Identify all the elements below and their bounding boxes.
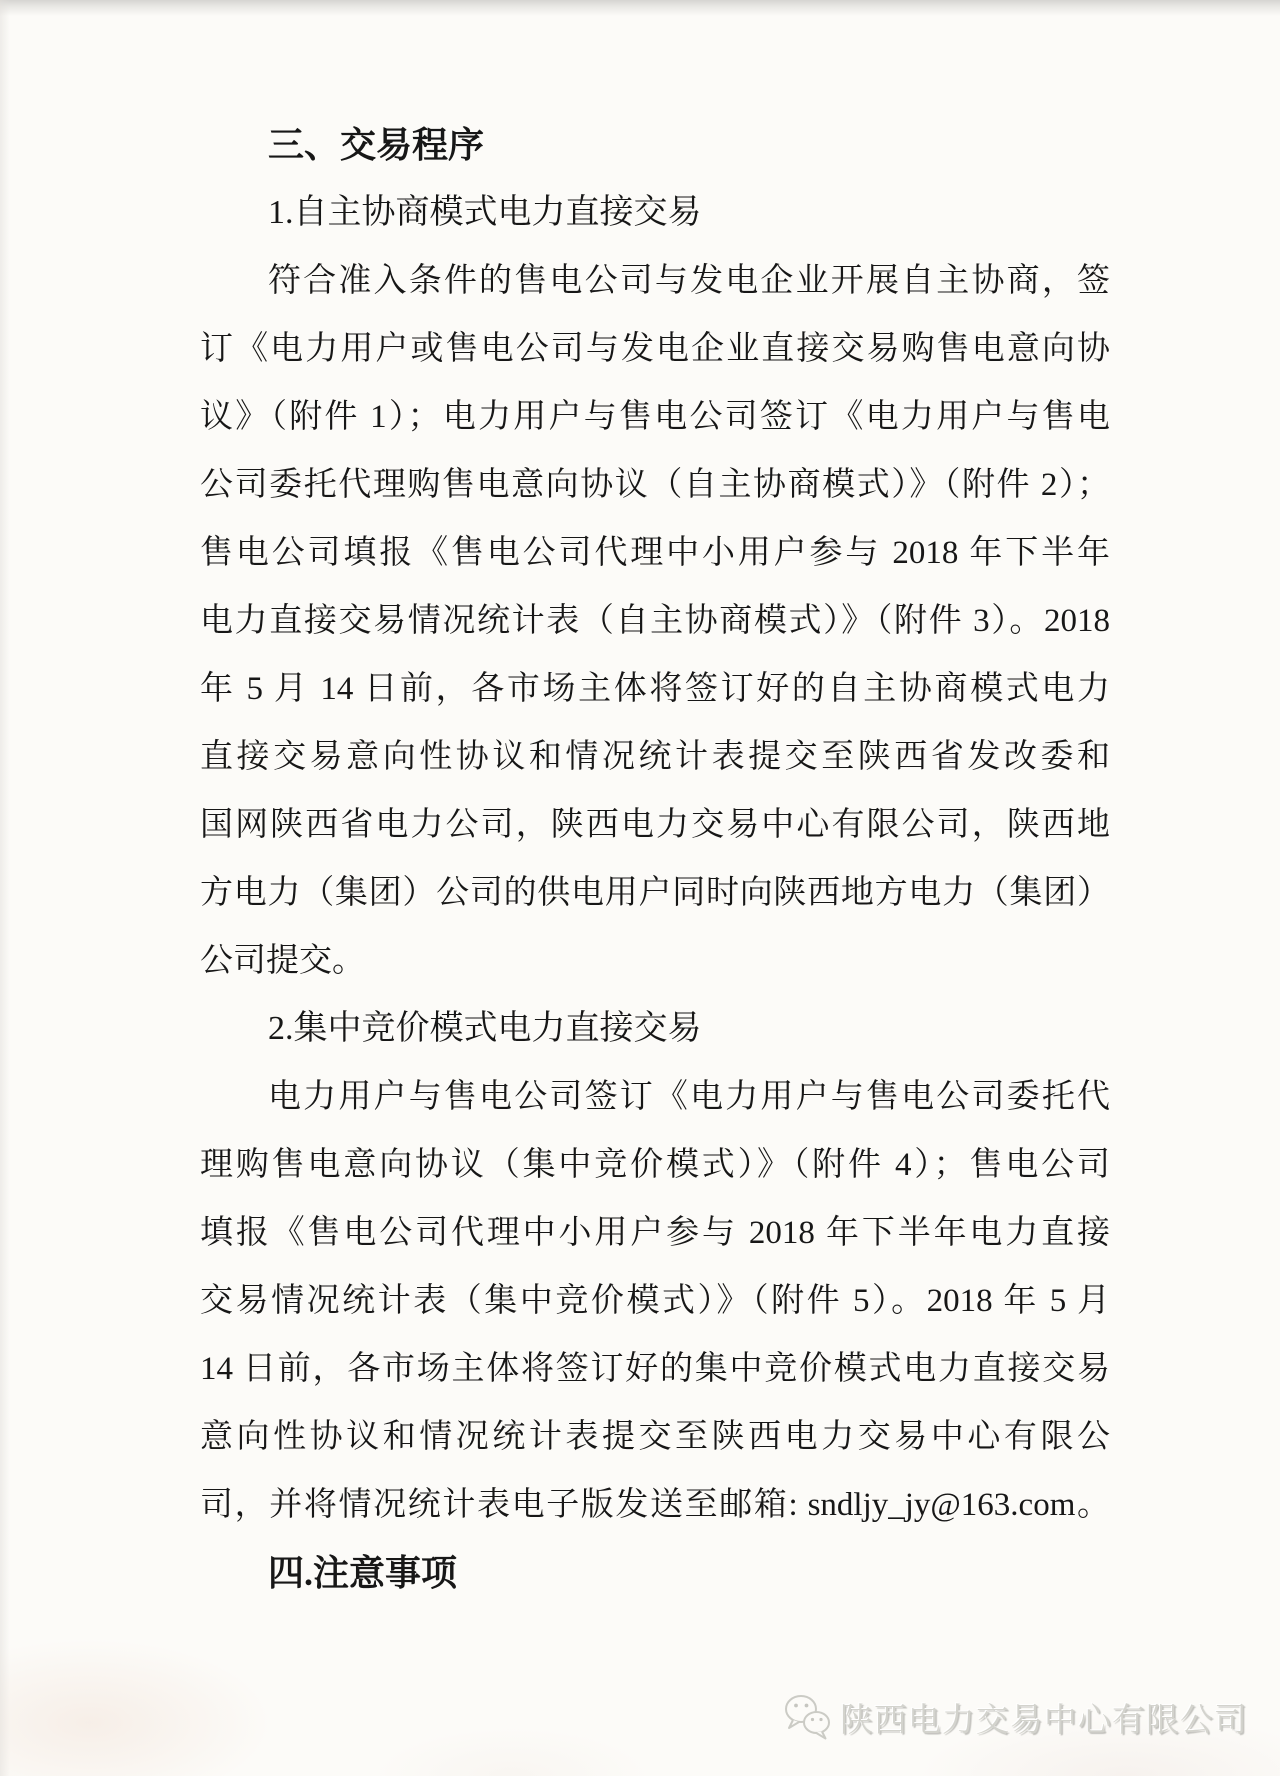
wechat-icon [778, 1689, 834, 1745]
text-line: 14 日前，各市场主体将签订好的集中竞价模式电力直接交易 [200, 1351, 1110, 1387]
scan-edge-top [0, 0, 1280, 16]
text-line: 国网陕西省电力公司，陕西电力交易中心有限公司，陕西地 [200, 807, 1110, 843]
text-line: 交易情况统计表（集中竞价模式）》（附件 5）。2018 年 5 月 [200, 1283, 1110, 1319]
text-line: 议》（附件 1）；电力用户与售电公司签订《电力用户与售电 [200, 399, 1110, 435]
footer-watermark [778, 1686, 1248, 1748]
text-line: 公司提交。 [200, 943, 365, 979]
text-line: 年 5 月 14 日前，各市场主体将签订好的自主协商模式电力 [200, 671, 1110, 707]
text-line: 理购售电意向协议（集中竞价模式）》（附件 4）；售电公司 [200, 1147, 1110, 1183]
text-line: 售电公司填报《售电公司代理中小用户参与 2018 年下半年 [200, 535, 1110, 571]
subsection-heading: 2.集中竞价模式电力直接交易 [268, 1010, 702, 1047]
section-heading: 四.注意事项 [268, 1553, 458, 1593]
text-line: 填报《售电公司代理中小用户参与 2018 年下半年电力直接 [200, 1215, 1110, 1251]
section-heading: 三、交易程序 [268, 125, 485, 165]
text-line: 司，并将情况统计表电子版发送至邮箱: sndljy_jy@163.com。 [200, 1487, 1110, 1523]
text-line: 电力直接交易情况统计表（自主协商模式）》（附件 3）。2018 [200, 603, 1110, 639]
text-line: 方电力（集团）公司的供电用户同时向陕西地方电力（集团） [200, 875, 1110, 911]
subsection-heading: 1.自主协商模式电力直接交易 [268, 194, 702, 231]
document-text [200, 111, 1110, 1607]
text-line: 订《电力用户或售电公司与发电企业直接交易购售电意向协 [200, 331, 1110, 367]
text-line: 意向性协议和情况统计表提交至陕西电力交易中心有限公 [200, 1419, 1110, 1455]
text-line: 电力用户与售电公司签订《电力用户与售电公司委托代 [268, 1079, 1110, 1115]
scan-edge-left [0, 0, 10, 1776]
text-line: 公司委托代理购售电意向协议（自主协商模式）》（附件 2）； [200, 467, 1110, 503]
text-line: 直接交易意向性协议和情况统计表提交至陕西省发改委和 [200, 739, 1110, 775]
watermark-company-name: 陕西电力交易中心有限公司 [840, 1702, 1248, 1739]
text-line: 符合准入条件的售电公司与发电企业开展自主协商，签 [268, 263, 1110, 299]
